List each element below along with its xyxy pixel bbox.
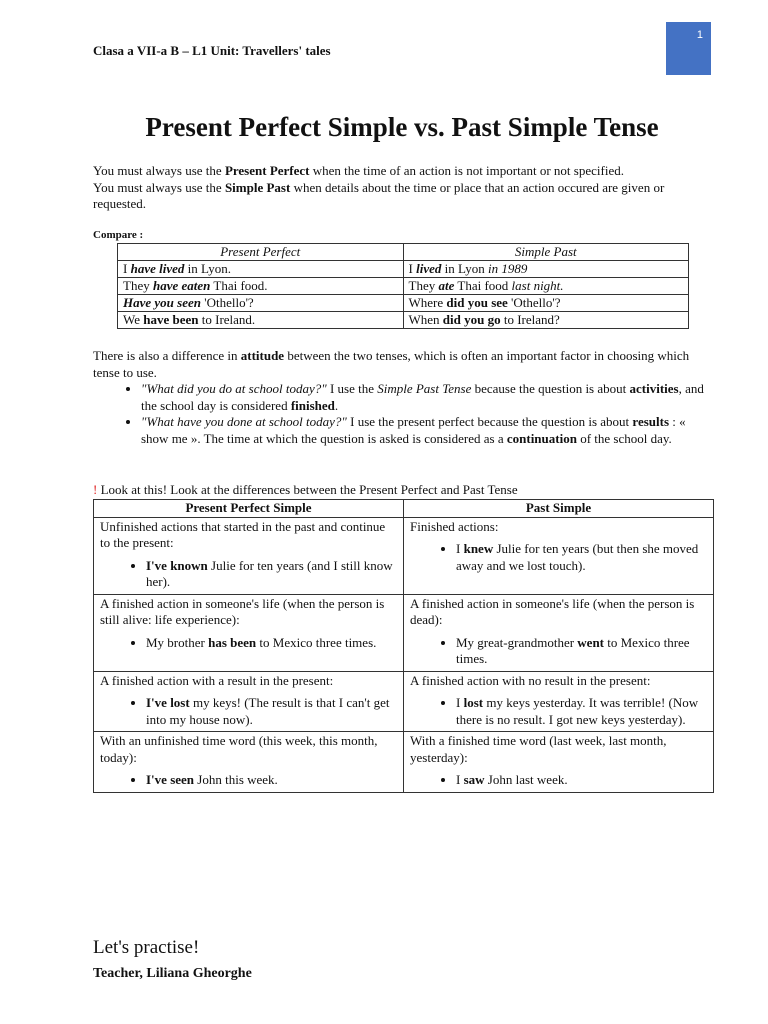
look-note: ! Look at this! Look at the differences between the Present Perfect and Past Tense xyxy=(93,482,518,497)
table-row xyxy=(118,261,689,278)
table-row xyxy=(94,671,714,732)
column-header: Simple Past xyxy=(403,244,689,261)
table-header-row xyxy=(94,500,714,518)
table-header-row xyxy=(118,244,689,261)
table-cell: A finished action in someone's life (when the person is still alive: life experience): • My brother has been to Mexico three times. xyxy=(94,594,404,671)
table-cell: A finished action with a result in the present: • I've lost my keys! (The result is that I can't get into my house now). xyxy=(94,671,404,732)
list-item: • My brother has been to Mexico three times. xyxy=(146,635,397,652)
table-cell: Where did you see 'Othello'? xyxy=(403,295,689,312)
table-cell: They ate Thai food last night. xyxy=(403,278,689,295)
table-cell: I have lived in Lyon. xyxy=(118,261,404,278)
table-cell: A finished action in someone's life (when the person is dead): • My great-grandmother went to Mexico three times. xyxy=(404,594,714,671)
intro-paragraph: You must always use the Present Perfect when the time of an action is not important or not specified. You must always use the Simple Past when details about the time or place that an action occured are given or requested. xyxy=(93,163,665,211)
list-item: • I lost my keys yesterday. It was terrible! (Now there is no result. I got new keys yesterday). xyxy=(456,695,707,728)
table-row xyxy=(94,732,714,793)
list-item: • I knew Julie for ten years (but then she moved away and we lost touch). xyxy=(456,541,707,574)
list-item: • I've lost my keys! (The result is that I can't get into my house now). xyxy=(146,695,397,728)
document-header: Clasa a VII-a B – L1 Unit: Travellers' tales xyxy=(93,43,331,58)
practise-heading: Let's practise! xyxy=(93,937,200,958)
list-item: • "What have you done at school today?" I use the present perfect because the question is about results : « show me ». The time at which the question is asked is considered as a continuation of the school day. xyxy=(141,414,708,447)
compare-label: Compare : xyxy=(93,229,144,241)
page-title: Present Perfect Simple vs. Past Simple Tense xyxy=(145,112,659,142)
table-cell: Have you seen 'Othello'? xyxy=(118,295,404,312)
column-header: Past Simple xyxy=(404,500,714,518)
compare-table xyxy=(117,243,689,329)
table-row xyxy=(118,312,689,329)
table-cell: We have been to Ireland. xyxy=(118,312,404,329)
list-item: • "What did you do at school today?" I use the Simple Past Tense because the question is about activities, and the school day is considered finished. xyxy=(141,381,708,414)
table-cell: I lived in Lyon in 1989 xyxy=(403,261,689,278)
attitude-paragraph: There is also a difference in attitude between the two tenses, which is often an important factor in choosing which tense to use. xyxy=(93,348,690,380)
table-cell: A finished action with no result in the present: • I lost my keys yesterday. It was terrible! (Now there is no result. I got new keys yesterday). xyxy=(404,671,714,732)
list-item: • I saw John last week. xyxy=(456,772,707,789)
list-item: • My great-grandmother went to Mexico three times. xyxy=(456,635,707,668)
list-item: • I've seen John this week. xyxy=(146,772,397,789)
table-row xyxy=(118,295,689,312)
differences-table xyxy=(93,499,714,793)
table-row xyxy=(94,594,714,671)
table-row xyxy=(118,278,689,295)
column-header: Present Perfect Simple xyxy=(94,500,404,518)
teacher-name: Teacher, Liliana Gheorghe xyxy=(93,966,252,981)
table-cell: Unfinished actions that started in the past and continue to the present: • I've known Julie for ten years (and I still know her). xyxy=(94,517,404,594)
page-number-box xyxy=(666,22,711,75)
column-header: Present Perfect xyxy=(118,244,404,261)
attitude-section xyxy=(93,348,708,447)
table-cell: With a finished time word (last week, last month, yesterday): • I saw John last week. xyxy=(404,732,714,793)
table-cell: They have eaten Thai food. xyxy=(118,278,404,295)
exclamation-mark: ! xyxy=(93,482,98,497)
table-cell: Finished actions: • I knew Julie for ten years (but then she moved away and we lost touch). xyxy=(404,517,714,594)
table-cell: When did you go to Ireland? xyxy=(403,312,689,329)
table-row xyxy=(94,517,714,594)
page-number: 1 xyxy=(696,29,703,41)
list-item: • I've known Julie for ten years (and I still know her). xyxy=(146,558,397,591)
table-cell: With an unfinished time word (this week, this month, today): • I've seen John this week. xyxy=(94,732,404,793)
